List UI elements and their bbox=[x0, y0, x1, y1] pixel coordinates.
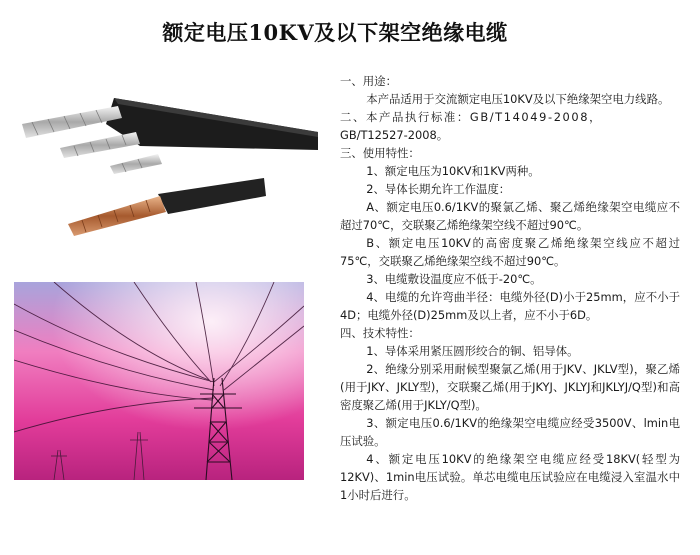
feature-item: 2、导体长期允许工作温度： bbox=[366, 182, 511, 196]
tech-item: 2、绝缘分别采用耐候型聚氯乙烯(用于JKV、JKLV型)，聚乙烯(用于JKY、JKLY型)，交联聚乙烯(用于JKYJ、JKLYJ和JKLYJ/Q型)和高密度聚乙烯(用于JKLY/Q型)。 bbox=[340, 362, 680, 412]
feature-item: 4、电缆的允许弯曲半径：电缆外径(D)小于25mm，应不小于4D；电缆外径(D)25mm及以上者，应不小于6D。 bbox=[340, 290, 680, 322]
feature-subitem: A、额定电压0.6/1KV的聚氯乙烯、聚乙烯绝缘架空电缆应不超过70℃，交联聚乙烯绝缘架空线不超过90℃。 bbox=[340, 200, 680, 232]
section-usage-text: 本产品适用于交流额定电压10KV及以下绝缘架空电力线路。 bbox=[366, 92, 670, 106]
tech-item: 1、导体采用紧压圆形绞合的铜、铝导体。 bbox=[366, 344, 579, 358]
feature-subitem: B、额定电压10KV的高密度聚乙烯绝缘架空线应不超过75℃，交联聚乙烯绝缘架空线不超过90℃。 bbox=[340, 236, 680, 268]
page-title: 额定电压10KV及以下架空绝缘电缆 bbox=[162, 20, 508, 45]
section-standard-line1: 二、本产品执行标准：GB/T14049-2008， bbox=[340, 110, 603, 124]
cable-product-image bbox=[18, 74, 318, 249]
tech-item: 3、额定电压0.6/1KV的绝缘架空电缆应经受3500V、lmin电压试验。 bbox=[340, 416, 680, 448]
power-line-image bbox=[14, 282, 304, 480]
section-tech-heading: 四、技术特性： bbox=[340, 326, 420, 340]
section-standard-line2: GB/T12527-2008。 bbox=[340, 128, 449, 142]
tech-item: 4、额定电压10KV的绝缘架空电缆应经受18KV(轻型为12KV)、1min电压试验。单芯电缆电压试验应在电缆浸入室温水中1小时后进行。 bbox=[340, 452, 680, 502]
feature-item: 3、电缆敷设温度应不低于-20℃。 bbox=[366, 272, 542, 286]
section-usage-heading: 一、用途： bbox=[340, 74, 397, 88]
feature-item: 1、额定电压为10KV和1KV两种。 bbox=[366, 164, 540, 178]
spec-text bbox=[334, 72, 680, 504]
section-features-heading: 三、使用特性： bbox=[340, 146, 420, 160]
